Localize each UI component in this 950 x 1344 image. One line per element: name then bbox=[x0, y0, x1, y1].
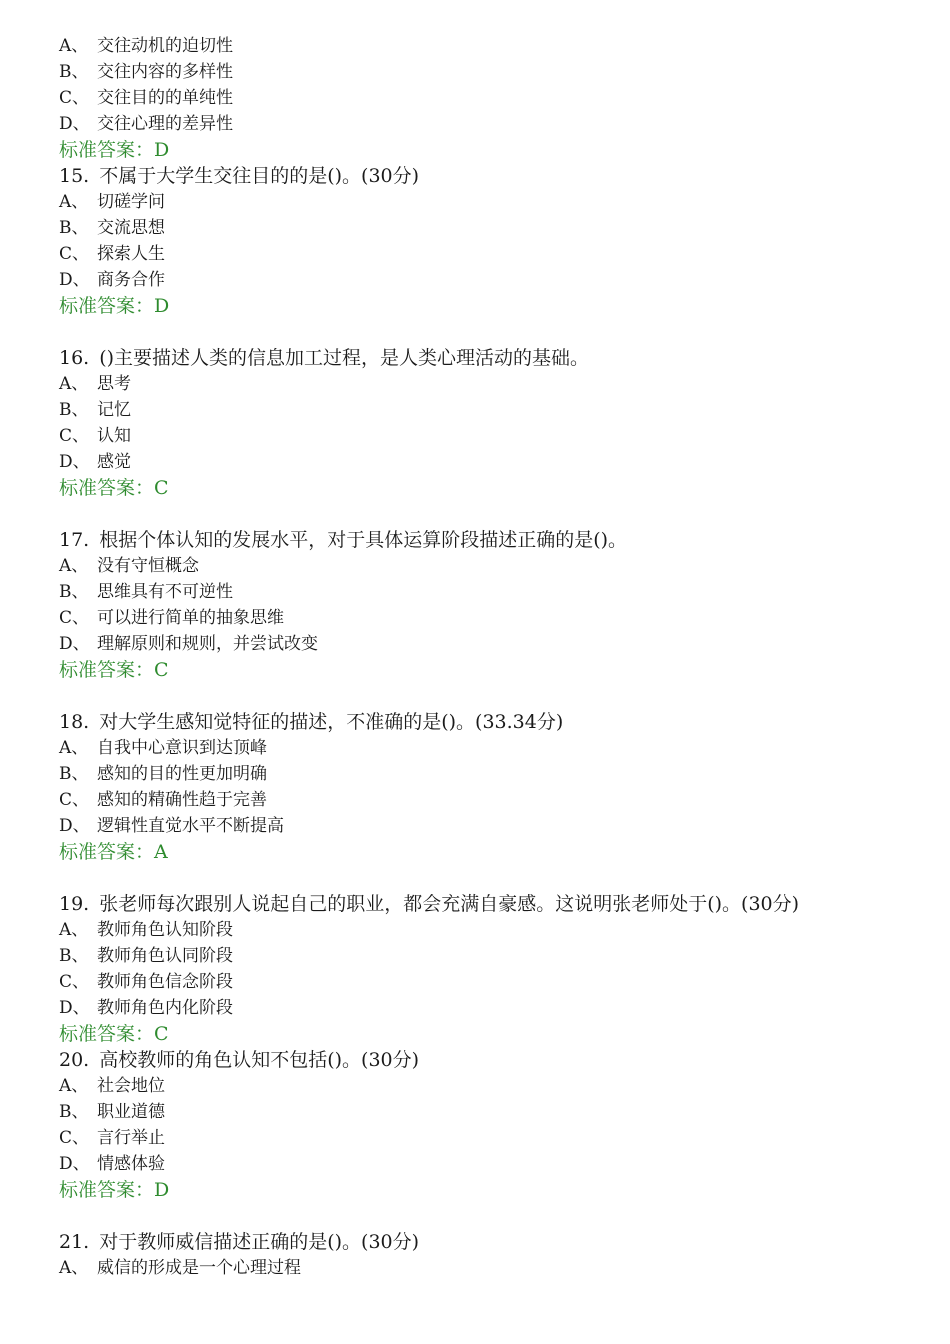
standard-answer: 标准答案：D bbox=[59, 1179, 170, 1201]
option-b: B、 交往内容的多样性 bbox=[59, 62, 233, 82]
option-a: A、 社会地位 bbox=[59, 1076, 165, 1096]
question-stem: 19. 张老师每次跟别人说起自己的职业，都会充满自豪感。这说明张老师处于()。(30分) bbox=[59, 893, 800, 915]
option-c: C、 可以进行简单的抽象思维 bbox=[59, 608, 284, 628]
option-a: A、 切磋学问 bbox=[59, 192, 165, 212]
option-a: A、 没有守恒概念 bbox=[59, 556, 199, 576]
option-a: A、 思考 bbox=[59, 374, 131, 394]
spacer bbox=[59, 1203, 899, 1229]
standard-answer: 标准答案：C bbox=[59, 1023, 169, 1045]
question-19-block bbox=[59, 891, 899, 1047]
option-b: B、 思维具有不可逆性 bbox=[59, 582, 233, 602]
option-a: A、 自我中心意识到达顶峰 bbox=[59, 738, 267, 758]
question-stem: 16. ()主要描述人类的信息加工过程，是人类心理活动的基础。 bbox=[59, 347, 590, 369]
question-16-block bbox=[59, 345, 899, 501]
question-stem: 18. 对大学生感知觉特征的描述，不准确的是()。(33.34分) bbox=[59, 711, 564, 733]
option-c: C、 探索人生 bbox=[59, 244, 165, 264]
option-d: D、 逻辑性直觉水平不断提高 bbox=[59, 816, 284, 836]
option-c: C、 认知 bbox=[59, 426, 131, 446]
option-d: D、 商务合作 bbox=[59, 270, 165, 290]
question-stem: 15. 不属于大学生交往目的的是()。(30分) bbox=[59, 165, 420, 187]
standard-answer: 标准答案：D bbox=[59, 139, 170, 161]
option-d: D、 感觉 bbox=[59, 452, 131, 472]
spacer bbox=[59, 319, 899, 345]
spacer bbox=[59, 501, 899, 527]
question-stem: 20. 高校教师的角色认知不包括()。(30分) bbox=[59, 1049, 420, 1071]
option-b: B、 教师角色认同阶段 bbox=[59, 946, 233, 966]
option-b: B、 职业道德 bbox=[59, 1102, 165, 1122]
question-17-block bbox=[59, 527, 899, 683]
question-14-block bbox=[59, 33, 899, 163]
standard-answer: 标准答案：C bbox=[59, 659, 169, 681]
spacer bbox=[59, 683, 899, 709]
option-d: D、 理解原则和规则，并尝试改变 bbox=[59, 634, 318, 654]
option-b: B、 感知的目的性更加明确 bbox=[59, 764, 267, 784]
question-15-block bbox=[59, 163, 899, 319]
option-a: A、 威信的形成是一个心理过程 bbox=[59, 1258, 301, 1278]
option-a: A、 交往动机的迫切性 bbox=[59, 36, 233, 56]
option-c: C、 感知的精确性趋于完善 bbox=[59, 790, 267, 810]
option-d: D、 教师角色内化阶段 bbox=[59, 998, 233, 1018]
spacer bbox=[59, 865, 899, 891]
option-c: C、 交往目的的单纯性 bbox=[59, 88, 233, 108]
standard-answer: 标准答案：C bbox=[59, 477, 169, 499]
option-c: C、 教师角色信念阶段 bbox=[59, 972, 233, 992]
option-d: D、 交往心理的差异性 bbox=[59, 114, 233, 134]
question-21-block bbox=[59, 1229, 899, 1281]
question-18-block bbox=[59, 709, 899, 865]
question-stem: 21. 对于教师威信描述正确的是()。(30分) bbox=[59, 1231, 420, 1253]
option-b: B、 交流思想 bbox=[59, 218, 165, 238]
question-stem: 17. 根据个体认知的发展水平，对于具体运算阶段描述正确的是()。 bbox=[59, 529, 628, 551]
option-c: C、 言行举止 bbox=[59, 1128, 165, 1148]
option-d: D、 情感体验 bbox=[59, 1154, 165, 1174]
option-b: B、 记忆 bbox=[59, 400, 131, 420]
standard-answer: 标准答案：D bbox=[59, 295, 170, 317]
standard-answer: 标准答案：A bbox=[59, 841, 168, 863]
option-a: A、 教师角色认知阶段 bbox=[59, 920, 233, 940]
question-20-block bbox=[59, 1047, 899, 1203]
document-page bbox=[59, 33, 899, 1281]
